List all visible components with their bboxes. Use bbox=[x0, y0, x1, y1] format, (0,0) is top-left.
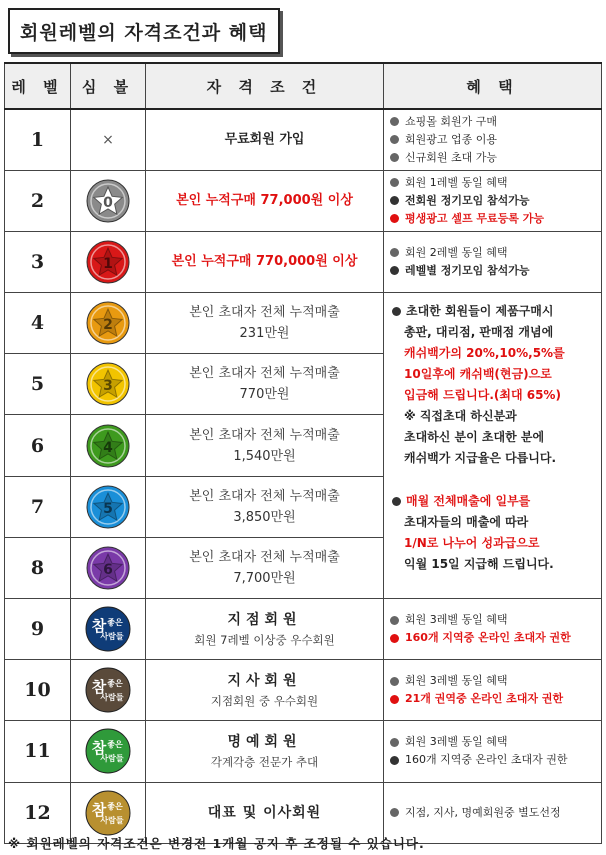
level-number: 12 bbox=[5, 782, 71, 843]
star-number: 3 bbox=[103, 378, 113, 395]
star-medal-icon bbox=[71, 476, 146, 537]
star-number: 0 bbox=[103, 194, 113, 211]
table-row bbox=[5, 231, 602, 292]
page-title: 회원레벨의 자격조건과 혜택 bbox=[8, 8, 280, 54]
brand-badge-icon bbox=[71, 660, 146, 721]
condition-text: 무료회원 가입 bbox=[146, 109, 384, 170]
level-number: 5 bbox=[5, 354, 71, 415]
table-row bbox=[5, 293, 602, 354]
bullet-icon bbox=[390, 135, 399, 144]
bullet-icon bbox=[390, 756, 399, 765]
footnote: ※ 회원레벨의 자격조건은 변경전 1개월 공지 후 조정될 수 있습니다. bbox=[8, 836, 425, 851]
benefit-item: 지점, 지사, 명예회원중 별도선정 bbox=[390, 804, 595, 822]
condition-text: 명예회원 각계각층 전문가 추대 bbox=[146, 721, 384, 782]
brand-badge-icon bbox=[71, 721, 146, 782]
condition-text: 지점회원 회원 7레벨 이상중 우수회원 bbox=[146, 599, 384, 660]
table-row bbox=[5, 660, 602, 721]
condition-text: 본인 초대자 전체 누적매출 770만원 bbox=[146, 354, 384, 415]
shared-benefit-cell: 초대한 회원들이 제품구매시 총판, 대리점, 판매점 개념에 캐쉬백가의 20%,10%,5%를 10일후에 캐쉬백(현금)으로 입금해 드립니다.(최대 65%) ※ 직접초대 하신분과 초대하신 분이 초대한 분에 캐쉬백가 지급율은 다릅니다. 매월 전체매출에 일부를 초대자들의 매출에 따라 1/N로 나누어 성과급으로 익월 15일 지급해 드립니다. bbox=[384, 293, 602, 599]
table-row bbox=[5, 721, 602, 782]
header-benefit: 혜 택 bbox=[384, 63, 602, 109]
header-symbol: 심 볼 bbox=[71, 63, 146, 109]
benefit-cell bbox=[384, 599, 602, 660]
benefit-item: 회원광고 업종 이용 bbox=[390, 131, 595, 149]
bullet-icon bbox=[392, 497, 401, 506]
star-medal-icon bbox=[71, 170, 146, 231]
bullet-icon bbox=[390, 117, 399, 126]
badge-text: 참 bbox=[91, 678, 107, 697]
bullet-icon bbox=[390, 214, 399, 223]
badge-text: 사람들 bbox=[100, 814, 124, 825]
level-table bbox=[4, 62, 602, 844]
badge-text: 좋은 bbox=[107, 800, 123, 811]
header-condition: 자 격 조 건 bbox=[146, 63, 384, 109]
bullet-icon bbox=[390, 738, 399, 747]
benefit-cell bbox=[384, 170, 602, 231]
star-number: 5 bbox=[103, 500, 113, 517]
star-number: 6 bbox=[103, 561, 113, 578]
level-number: 8 bbox=[5, 537, 71, 598]
benefit-cell bbox=[384, 109, 602, 170]
brand-badge-icon bbox=[71, 599, 146, 660]
bullet-icon bbox=[390, 266, 399, 275]
table-row bbox=[5, 170, 602, 231]
bullet-icon bbox=[392, 307, 401, 316]
bullet-icon bbox=[390, 153, 399, 162]
badge-text: 사람들 bbox=[100, 631, 124, 642]
bullet-icon bbox=[390, 634, 399, 643]
badge-text: 좋은 bbox=[107, 617, 123, 628]
star-number: 4 bbox=[103, 439, 113, 456]
condition-text: 지사회원 지점회원 중 우수회원 bbox=[146, 660, 384, 721]
star-medal-icon bbox=[71, 231, 146, 292]
level-number: 3 bbox=[5, 231, 71, 292]
condition-text: 대표 및 이사회원 bbox=[146, 782, 384, 843]
benefit-item: 쇼핑몰 회원가 구매 bbox=[390, 113, 595, 131]
badge-text: 참 bbox=[91, 739, 107, 758]
level-number: 9 bbox=[5, 599, 71, 660]
badge-text: 사람들 bbox=[100, 692, 124, 703]
benefit-item: 회원 2레벨 동일 혜택 bbox=[390, 244, 595, 262]
condition-text: 본인 초대자 전체 누적매출 7,700만원 bbox=[146, 537, 384, 598]
benefit-item: 회원 3레벨 동일 혜택 bbox=[390, 672, 595, 690]
badge-text: 참 bbox=[91, 617, 107, 636]
level-number: 1 bbox=[5, 109, 71, 170]
bullet-icon bbox=[390, 248, 399, 257]
benefit-item: 회원 3레벨 동일 혜택 bbox=[390, 733, 595, 751]
star-number: 1 bbox=[103, 255, 113, 272]
bullet-icon bbox=[390, 695, 399, 704]
star-medal-icon bbox=[71, 293, 146, 354]
badge-text: 좋은 bbox=[107, 739, 123, 750]
table-row bbox=[5, 599, 602, 660]
bullet-icon bbox=[390, 616, 399, 625]
badge-text: 참 bbox=[91, 800, 107, 819]
benefit-item: 21개 권역중 온라인 초대자 권한 bbox=[390, 690, 595, 708]
level-number: 2 bbox=[5, 170, 71, 231]
level-number: 11 bbox=[5, 721, 71, 782]
benefit-item: 회원 1레벨 동일 혜택 bbox=[390, 174, 595, 192]
header-row bbox=[5, 63, 602, 109]
bullet-icon bbox=[390, 808, 399, 817]
no-symbol-icon: × bbox=[71, 109, 146, 170]
bullet-icon bbox=[390, 178, 399, 187]
level-number: 10 bbox=[5, 660, 71, 721]
condition-text: 본인 누적구매 770,000원 이상 bbox=[146, 231, 384, 292]
table-row bbox=[5, 109, 602, 170]
benefit-item: 전회원 정기모임 참석가능 bbox=[390, 192, 595, 210]
benefit-item: 160개 지역중 온라인 초대자 권한 bbox=[390, 629, 595, 647]
benefit-item: 160개 지역중 온라인 초대자 권한 bbox=[390, 751, 595, 769]
star-medal-icon bbox=[71, 354, 146, 415]
condition-text: 본인 초대자 전체 누적매출 1,540만원 bbox=[146, 415, 384, 476]
level-number: 6 bbox=[5, 415, 71, 476]
benefit-item: 회원 3레벨 동일 혜택 bbox=[390, 611, 595, 629]
benefit-item: 평생광고 셀프 무료등록 가능 bbox=[390, 210, 595, 228]
benefit-cell bbox=[384, 231, 602, 292]
bullet-icon bbox=[390, 196, 399, 205]
benefit-cell bbox=[384, 660, 602, 721]
badge-text: 좋은 bbox=[107, 678, 123, 689]
level-number: 7 bbox=[5, 476, 71, 537]
level-number: 4 bbox=[5, 293, 71, 354]
condition-text: 본인 초대자 전체 누적매출 231만원 bbox=[146, 293, 384, 354]
condition-text: 본인 초대자 전체 누적매출 3,850만원 bbox=[146, 476, 384, 537]
bullet-icon bbox=[390, 677, 399, 686]
benefit-item: 레벨별 정기모임 참석가능 bbox=[390, 262, 595, 280]
benefit-cell bbox=[384, 721, 602, 782]
star-number: 2 bbox=[103, 317, 113, 334]
badge-text: 사람들 bbox=[100, 753, 124, 764]
condition-text: 본인 누적구매 77,000원 이상 bbox=[146, 170, 384, 231]
header-level: 레 벨 bbox=[5, 63, 71, 109]
star-medal-icon bbox=[71, 537, 146, 598]
benefit-item: 신규회원 초대 가능 bbox=[390, 149, 595, 167]
star-medal-icon bbox=[71, 415, 146, 476]
